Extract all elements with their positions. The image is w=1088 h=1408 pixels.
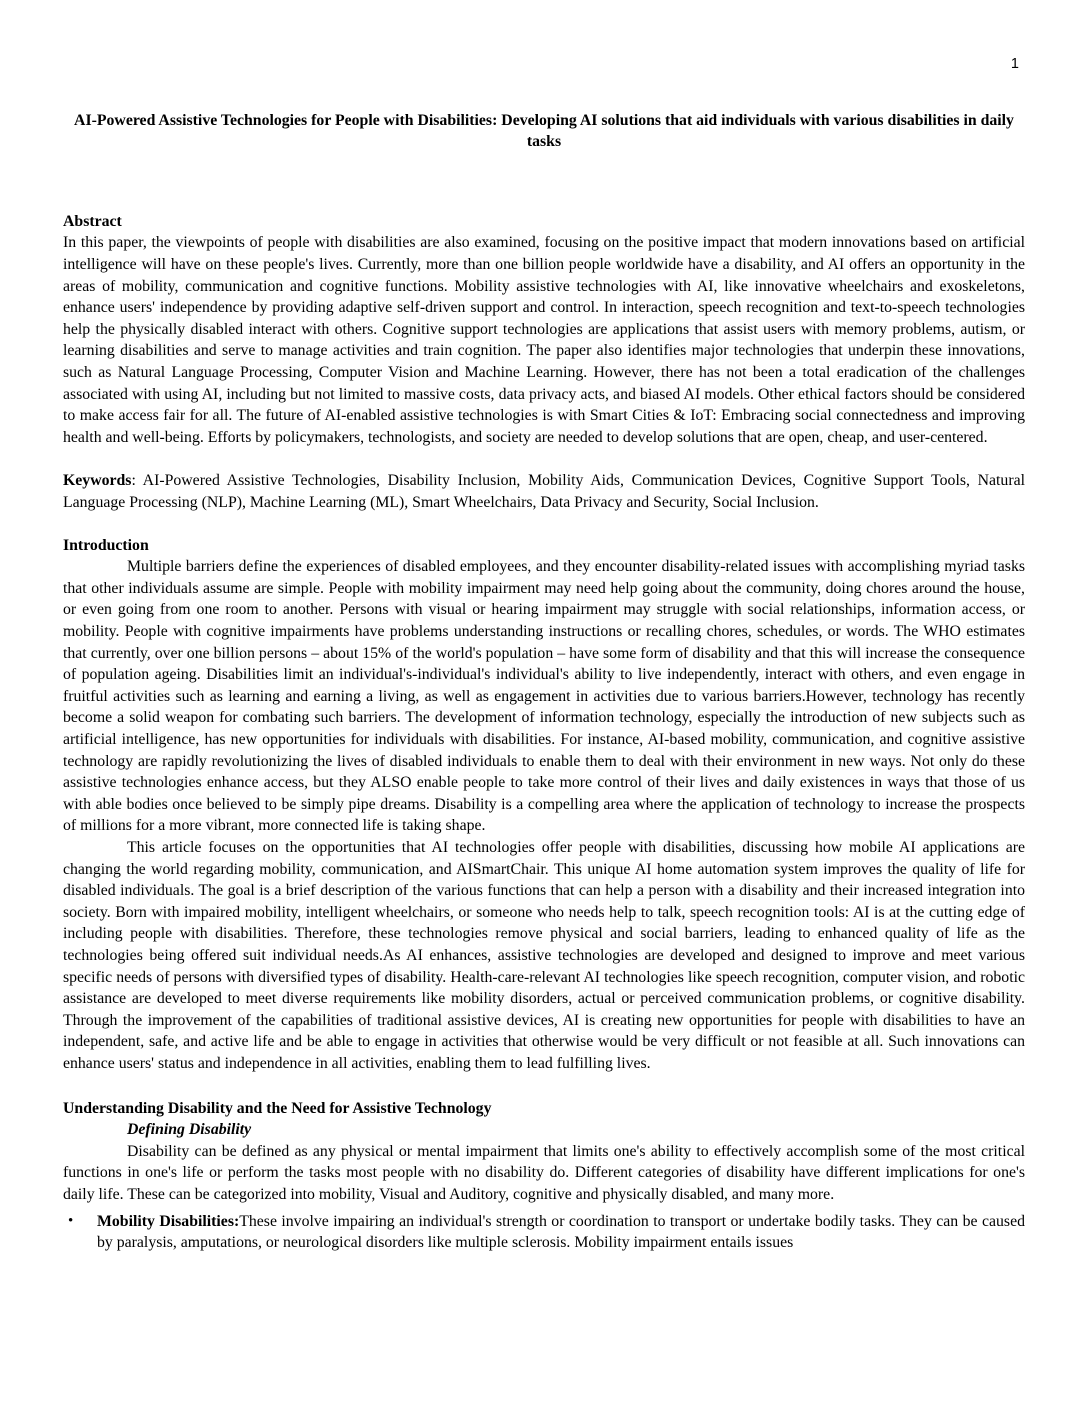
bullet-item-text — [97, 1211, 1025, 1254]
bullet-marker-icon: • — [68, 1212, 74, 1229]
abstract-body: In this paper, the viewpoints of people with disabilities are also examined, focusing on the positive impact that modern innovations based on artificial intelligence will have on these people's lives. Currently, more than one billion people worldwide have a disability, and AI offers an opportunity in the areas of mobility, communication and cognitive functions. Mobility assistive technologies with AI, like innovative wheelchairs and exoskeletons, enhance users' independence by providing adaptive self-driven support and control. In interaction, speech recognition and text-to-speech technologies help the physically disabled interact with others. Cognitive support technologies are applications that assist users with memory problems, autism, or learning disabilities and serve to manage activities and train cognition. The paper also identifies major technologies that underpin these innovations, such as Natural Language Processing, Computer Vision and Machine Learning. However, there has not been a total eradication of the challenges associated with using AI, including but not limited to massive costs, data privacy acts, and biased AI models. Other ethical factors should be considered to make access fair for all. The future of AI-enabled assistive technologies is with Smart Cities & IoT: Embracing social connectedness and improving health and well-being. Efforts by policymakers, technologists, and society are needed to develop solutions that are open, cheap, and user-centered. — [63, 234, 1025, 446]
bullet-item-body: These involve impairing an individual's strength or coordination to transport or undertake bodily tasks. They can be caused by paralysis, amputations, or neurological disorders like multiple sclerosis. Mobility impairment entails issues — [97, 1212, 1025, 1252]
keywords-label: Keywords — [63, 471, 132, 489]
bullet-item-mobility-disabilities — [63, 1211, 1025, 1254]
defining-disability-subheading: Defining Disability — [127, 1121, 252, 1139]
understanding-section-heading: Understanding Disability and the Need for Assistive Technology — [63, 1099, 492, 1117]
keywords-list: : AI-Powered Assistive Technologies, Disability Inclusion, Mobility Aids, Communication Devices, Cognitive Support Tools, Natural Language Processing (NLP), Machine Learning (ML), Smart Wheelchairs, Data Privacy and Security, Social Inclusion. — [63, 471, 1025, 511]
introduction-paragraph-2: This article focuses on the opportunities that AI technologies offer people with disabilities, discussing how mobile AI applications are changing the world regarding mobility, communication, and AISmartChair. This unique AI home automation system improves the quality of life for disabled individuals. The goal is a brief description of the various functions that can help a person with a disability and their increased integration into society. Born with impaired mobility, intelligent wheelchairs, or someone who needs help to talk, speech recognition tools: AI is at the cutting edge of including people with disabilities. Therefore, these technologies remove physical and social barriers, leading to enhanced quality of life as the technologies being offered suit individual needs.As AI enhances, assistive technologies are developed and designed to improve and meet various specific needs of persons with diversified types of disability. Health-care-relevant AI technologies like speech recognition, computer vision, and robotic assistance are developed to meet diverse requirements like mobility disorders, actual or perceived communication problems, or cognitive disability. Through the improvement of the capabilities of traditional assistive devices, AI is creating new opportunities for people with disabilities to have an independent, safe, and active life and be able to engage in activities that otherwise would be very difficult or not feasible at all. Such innovations can enhance users' status and independence in all activities, enabling them to lead fulfilling lives. — [63, 839, 1025, 1072]
bullet-item-label: Mobility Disabilities: — [97, 1212, 240, 1230]
introduction-heading: Introduction — [63, 536, 149, 554]
introduction-paragraph-1: Multiple barriers define the experiences of disabled employees, and they encounter disability-related issues with accomplishing myriad tasks that other individuals assume are simple. People with mobility impairment may need help going about the community, doing chores around the house, or even going from one room to another. Persons with visual or hearing impairment may struggle with social relationships, information access, or mobility. People with cognitive impairments have problems understanding instructions or recalling chores, schedules, or words. The WHO estimates that currently, over one billion persons – about 15% of the world's population – have some form of disability and that this will increase the consequence of population ageing. Disabilities limit an individual's-individual's individual's ability to live independently, interact with others, and even engage in fruitful activities such as learning and earning a living, as well as engagement in activities due to various barriers.However, technology has recently become a solid weapon for combating such barriers. The development of information technology, especially the introduction of new subjects such as artificial intelligence, has new opportunities for individuals with disabilities. For instance, AI-based mobility, communication, and cognitive assistive technology are rapidly revolutionizing the lives of disabled individuals to enable them to deal with their environment in new ways. Not only do these assistive technologies enhance access, but they ALSO enable people to take more control of their lives and daily existences in ways that those of us with able bodies once believed to be simply pipe dreams. Disability is a compelling area where the application of technology to increase the prospects of millions for a more vibrant, more connected life is taking shape. — [63, 558, 1025, 835]
defining-disability-paragraph: Disability can be defined as any physical or mental impairment that limits one's ability to effectively accomplish some of the most critical functions in one's life or perform the tasks most people with no disability do. Different categories of disability have different implications for one's daily life. These can be categorized into mobility, Visual and Auditory, cognitive and physically disabled, and many more. — [63, 1142, 1025, 1203]
keywords-paragraph — [63, 470, 1025, 513]
page-number: 1 — [1010, 56, 1019, 72]
paper-title: AI-Powered Assistive Technologies for People with Disabilities: Developing AI solutions that aid individuals with various disabilities in daily tasks — [74, 111, 1014, 151]
abstract-heading: Abstract — [63, 212, 122, 230]
